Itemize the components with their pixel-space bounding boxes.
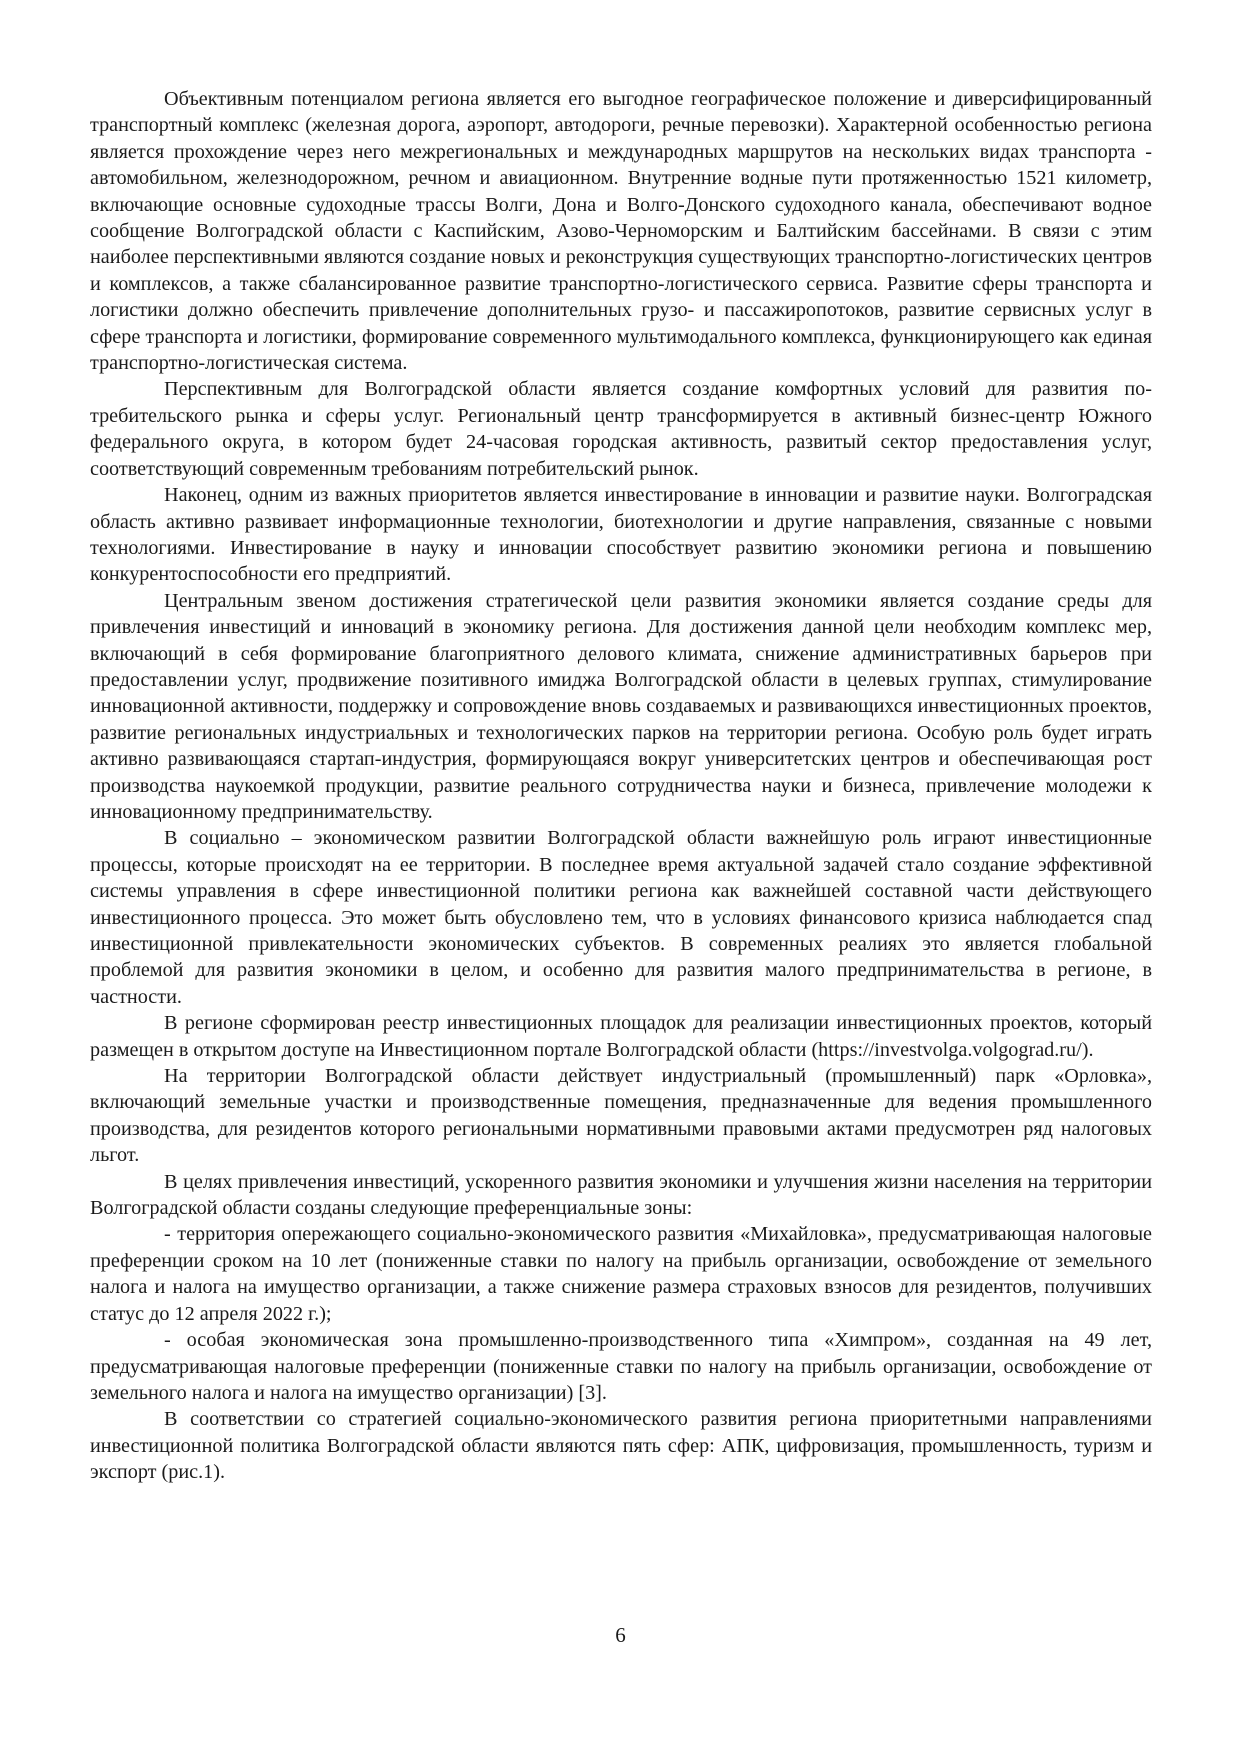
paragraph-investment-environment: Центральным звеном достижения стратегической цели развития экономики является создание среды для привлечения инвестиций и инноваций в экономику региона. Для достижения данной цели необходим комплекс мер, включающий в себя формирование благоприятного делового климата, снижение административных барьеров при предоставлении услуг, продвижение позитивного имиджа Волгоградской области в целевых группах, стимулирование инновационной активности, поддержку и сопровождение вновь создаваемых и развивающихся инвестиционных проектов, развитие региональных индустриальных и технологических парков на территории региона. Особую роль будет играть активно развивающаяся стартап-индустрия, формирующаяся вокруг университетских центров и обеспечивающая рост производства наукоемкой продукции, развитие реального сотрудничества науки и бизнеса, привлечение молодежи к инновационному предпринимательству. xyxy=(90,589,1152,823)
page-number: 6 xyxy=(615,1623,626,1647)
paragraph-investment-processes: В социально – экономическом развитии Волгоградской области важнейшую роль играют инвестиционные процессы, которые происходят на ее территории. В последнее время актуальной задачей стало создание эффективной системы управления в сфере инвестиционной политики региона как важнейшей составной части действующего инвестиционного процесса. Это может быть обусловлено тем, что в условиях финансового кризиса наблюдается спад инвестиционной привлекательности экономических субъектов. В современных реалиях это является глобальной проблемой для развития экономики в целом, и особенно для развития малого предпринимательства в регионе, в частности. xyxy=(90,827,1152,1008)
paragraph-transport: Объективным потенциалом региона является его выгодное географическое положение и диверсифицированный транспортный комплекс (железная дорога, аэропорт, автодороги, речные перевозки). Характерной особенностью региона является прохождение через него межрегиональных и международных маршрутов на нескольких видах транспорта - автомобильном, железнодорожном, речном и авиационном. Внутренние водные пути протяженностью 1521 километр, включающие основные судоходные трассы Волги, Дона и Волго-Донского судоходного канала, обеспечивают водное сообщение Волгоградской области с Каспийским, Азово-Черноморским и Балтийским бассейнами. В связи с этим наиболее перспективными являются создание новых и реконструкция существующих транспортно-логистических центров и комплексов, а также сбалансированное развитие транспортно-логистического сервиса. Развитие сферы транспорта и логистики должно обеспечить привлечение дополнительных грузо- и пассажиропотоков, развитие сервисных услуг в сфере транспорта и логистики, формирование современного мультимодального комплекса, функционирующего как единая транспортно-логистическая система. xyxy=(90,88,1152,375)
paragraph-innovation: Наконец, одним из важных приоритетов является инвестирование в инновации и развитие науки. Волгоградская область активно развивает информационные технологии, биотехнологии и другие направления, связанные с новыми технологиями. Инвестирование в науку и инновации способствует развитию экономики региона и повышению конкурентоспособности его предприятий. xyxy=(90,484,1152,586)
paragraph-preferential-zones: В целях привлечения инвестиций, ускоренного развития экономики и улучшения жизни населения на территории Волгоградской области созданы следующие преференциальные зоны: xyxy=(90,1170,1152,1220)
paragraph-consumer-market: Перспективным для Волгоградской области является создание комфортных условий для развития потребительского рынка и сферы услуг. Региональный центр трансформируется в активный бизнес-центр Южного федерального округа, в котором будет 24-часовая городская активность, развитый сектор предоставления услуг, соответствующий современным требованиям потребительский рынок. xyxy=(90,378,1152,480)
paragraph-orlovka-park: На территории Волгоградской области действует индустриальный (промышленный) парк «Орловка», включающий земельные участки и производственные помещения, предназначенные для ведения промышленного производства, для резидентов которого региональными нормативными правовыми актами предусмотрен ряд налоговых льгот. xyxy=(90,1065,1152,1167)
paragraph-investment-registry: В регионе сформирован реестр инвестиционных площадок для реализации инвестиционных проектов, который размещен в открытом доступе на Инвестиционном портале Волгоградской области (https://investvolga.volgograd.ru/). xyxy=(90,1012,1152,1061)
document-body xyxy=(90,86,1152,1486)
list-item-mikhaylovka: - территория опережающего социально-экономического развития «Михайловка», предусматривающая налоговые преференции сроком на 10 лет (пониженные ставки по налогу на прибыль организации, освобождение от земельного налога и налога на имущество организации, а также снижение размера страховых взносов для резидентов, получивших статус до 12 апреля 2022 г.); xyxy=(90,1223,1152,1325)
list-item-khimprom: - особая экономическая зона промышленно-производственного типа «Химпром», созданная на 49 лет, предусматривающая налоговые преференции (пониженные ставки по налогу на прибыль организации, освобождение от земельного налога и налога на имущество организации) [3]. xyxy=(90,1329,1152,1404)
paragraph-strategy-spheres: В соответствии со стратегией социально-экономического развития региона приоритетными направлениями инвестиционной политика Волгоградской области являются пять сфер: АПК, цифровизация, промышленность, туризм и экспорт (рис.1). xyxy=(90,1408,1152,1484)
